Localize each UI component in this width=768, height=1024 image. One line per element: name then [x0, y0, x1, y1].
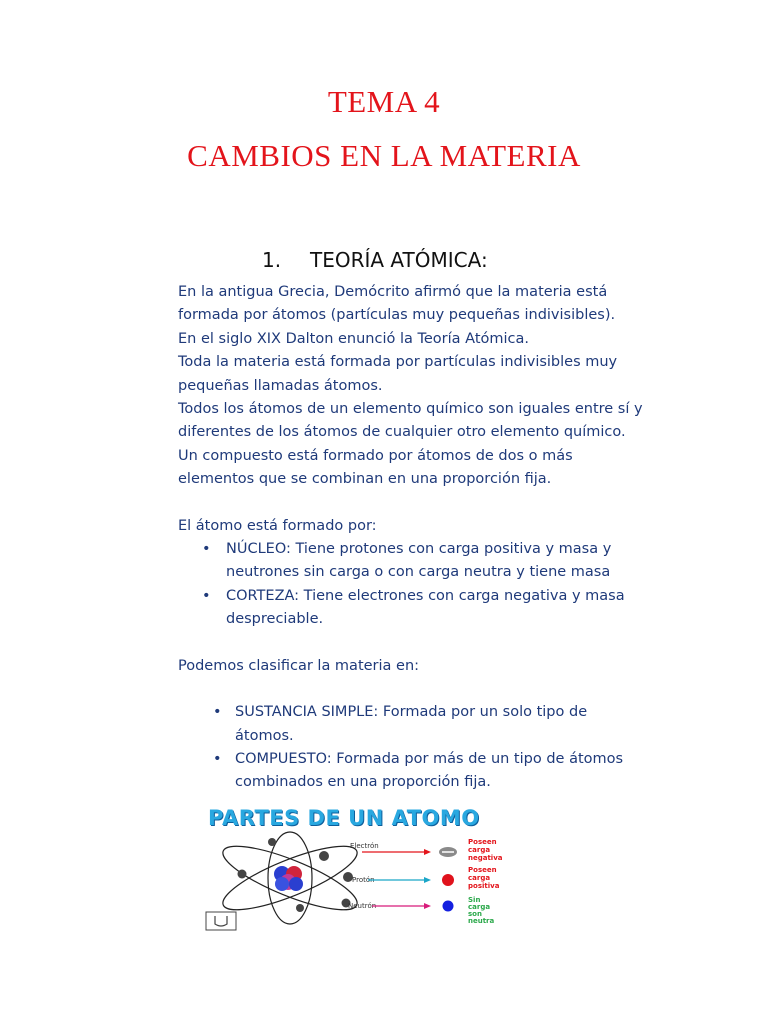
paragraph: Todos los átomos de un elemento químico son iguales entre sí y diferentes de los átomos de cualquier otro elemento químico. — [178, 401, 643, 441]
page-title: CAMBIOS EN LA MATERIA — [187, 138, 581, 173]
neutron-desc-line: neutra — [468, 917, 495, 925]
nucleus-icon — [274, 866, 303, 891]
neutron-desc-line: carga — [468, 903, 491, 911]
section-heading — [262, 248, 488, 272]
atom-figure — [202, 800, 538, 932]
electron-label: Electrón — [350, 842, 379, 850]
paragraph: En la antigua Grecia, Demócrito afirmó que la materia está formada por átomos (partículas muy pequeñas indivisibles). — [178, 284, 616, 324]
paragraph: Un compuesto está formado por átomos de dos o más elementos que se combinan en una proporción fija. — [178, 447, 573, 488]
electron-arrow-head-icon — [424, 849, 431, 855]
proton-arrow-head-icon — [424, 877, 431, 883]
list-item: • CORTEZA: Tiene electrones con carga negativa y masa despreciable. — [178, 585, 648, 632]
neutron-desc-line: son — [468, 910, 482, 918]
paragraph: En el siglo XIX Dalton enunció la Teoría Atómica. — [178, 330, 530, 347]
list-item: • NÚCLEO: Tiene protones con carga positiva y masa y neutrones sin carga o con carga neutra y tiene masa — [178, 538, 648, 585]
logo-icon — [206, 912, 236, 930]
proton-desc-line: positiva — [468, 882, 500, 890]
neutron-desc-line: Sin — [468, 896, 481, 904]
neutron-label: Neutrón — [348, 902, 377, 910]
proton-desc-line: carga — [468, 874, 491, 882]
list-item: • COMPUESTO: Formada por más de un tipo de átomos combinados en una proporción fija. — [178, 748, 648, 795]
figure-title: PARTES DE UN ATOMO — [208, 806, 480, 830]
electron-desc-line: negativa — [468, 854, 503, 862]
atom-intro: El átomo está formado por: — [178, 517, 377, 534]
atom-diagram — [202, 830, 538, 932]
electron-desc-line: Poseen — [468, 838, 497, 846]
section-title: TEORÍA ATÓMICA: — [310, 248, 488, 272]
body-text — [178, 281, 648, 795]
proton-label: Protón — [352, 876, 375, 884]
electron-desc-line: carga — [468, 846, 491, 854]
paragraph: Toda la materia está formada por partículas indivisibles muy pequeñas llamadas átomos. — [178, 354, 618, 394]
list-item: • SUSTANCIA SIMPLE: Formada por un solo tipo de átomos. — [178, 701, 648, 748]
topic-number: TEMA 4 — [327, 84, 441, 119]
atom-parts-list — [178, 538, 648, 632]
classify-intro: Podemos clasificar la materia en: — [178, 657, 420, 674]
neutron-arrow-head-icon — [424, 903, 431, 909]
proton-desc-line: Poseen — [468, 866, 497, 874]
neutron-symbol-icon — [443, 901, 454, 912]
classes-list — [178, 701, 648, 795]
section-number: 1. — [262, 248, 282, 272]
proton-symbol-icon — [442, 874, 454, 886]
